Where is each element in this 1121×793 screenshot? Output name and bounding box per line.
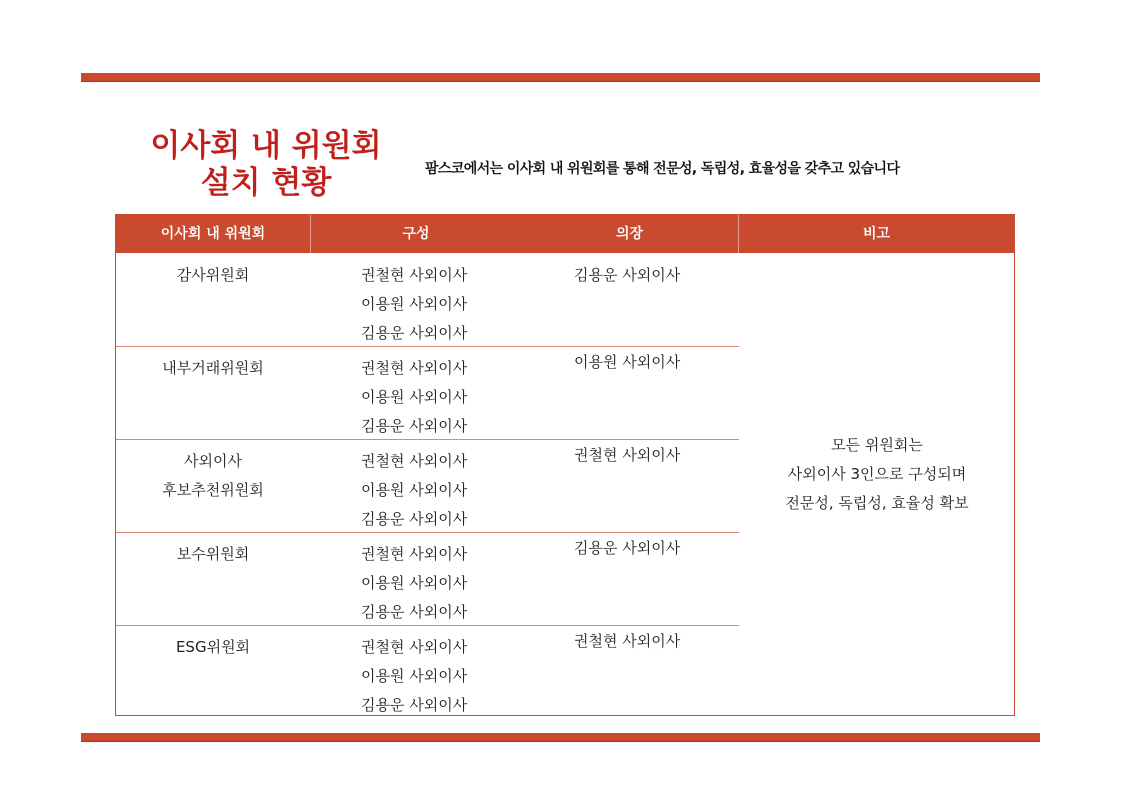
member: 권철현 사외이사 xyxy=(361,359,468,377)
committee-name-line: 감사위원회 xyxy=(176,266,250,284)
note-cell xyxy=(739,431,1015,518)
member: 권철현 사외이사 xyxy=(361,638,468,656)
committee-members xyxy=(361,261,467,348)
committee-chair: 이용원 사외이사 xyxy=(574,353,681,371)
header-members: 구성 xyxy=(402,226,430,242)
note-line: 전문성, 독립성, 효율성 확보 xyxy=(785,494,969,512)
committee-members xyxy=(361,633,467,720)
committee-name-line: 후보추천위원회 xyxy=(162,481,264,499)
committee-name xyxy=(116,354,310,383)
table-row xyxy=(116,532,739,626)
table-header xyxy=(116,215,1014,253)
committee-name xyxy=(116,261,310,290)
committee-name-line: ESG위원회 xyxy=(175,638,251,656)
page-subtitle: 팜스코에서는 이사회 내 위원회를 통해 전문성, 독립성, 효율성을 갖추고 있습니다 xyxy=(425,161,900,177)
member: 김용운 사외이사 xyxy=(361,603,468,621)
member: 김용운 사외이사 xyxy=(361,510,468,528)
page-title-line1: 이사회 내 위원회 xyxy=(150,128,382,164)
committee-chair: 김용운 사외이사 xyxy=(574,539,681,557)
header-committee: 이사회 내 위원회 xyxy=(116,215,311,253)
committee-chair: 권철현 사외이사 xyxy=(574,632,681,650)
committee-name xyxy=(116,633,310,662)
member: 권철현 사외이사 xyxy=(361,545,468,563)
table-row xyxy=(116,346,739,440)
committee-members xyxy=(361,540,467,627)
member: 김용운 사외이사 xyxy=(361,417,468,435)
member: 이용원 사외이사 xyxy=(361,481,468,499)
member: 이용원 사외이사 xyxy=(361,388,468,406)
member: 이용원 사외이사 xyxy=(361,574,468,592)
header-chair: 의장 xyxy=(521,215,739,253)
page-title xyxy=(120,128,412,202)
note-line: 사외이사 3인으로 구성되며 xyxy=(787,465,967,483)
note-line: 모든 위원회는 xyxy=(831,436,923,454)
top-divider-bar xyxy=(81,73,1040,82)
committee-members xyxy=(361,447,467,534)
header-note: 비고 xyxy=(862,226,891,242)
table-row xyxy=(116,439,739,533)
page-title-line2: 설치 현황 xyxy=(200,165,332,201)
committee-name-line: 사외이사 xyxy=(184,452,242,470)
member: 이용원 사외이사 xyxy=(361,667,468,685)
member: 김용운 사외이사 xyxy=(361,324,468,342)
committee-name-line: 내부거래위원회 xyxy=(162,359,264,377)
committee-chair: 권철현 사외이사 xyxy=(574,446,681,464)
member: 김용운 사외이사 xyxy=(361,696,468,714)
committee-name-line: 보수위원회 xyxy=(176,545,250,563)
committee-members xyxy=(361,354,467,441)
committee-chair: 김용운 사외이사 xyxy=(574,266,681,284)
committee-name xyxy=(116,540,310,569)
member: 권철현 사외이사 xyxy=(361,266,468,284)
committee-table xyxy=(115,214,1015,716)
table-row xyxy=(116,253,739,347)
member: 이용원 사외이사 xyxy=(361,295,468,313)
committee-name xyxy=(116,447,310,505)
table-row xyxy=(116,625,739,718)
member: 권철현 사외이사 xyxy=(361,452,468,470)
bottom-divider-bar xyxy=(81,733,1040,742)
